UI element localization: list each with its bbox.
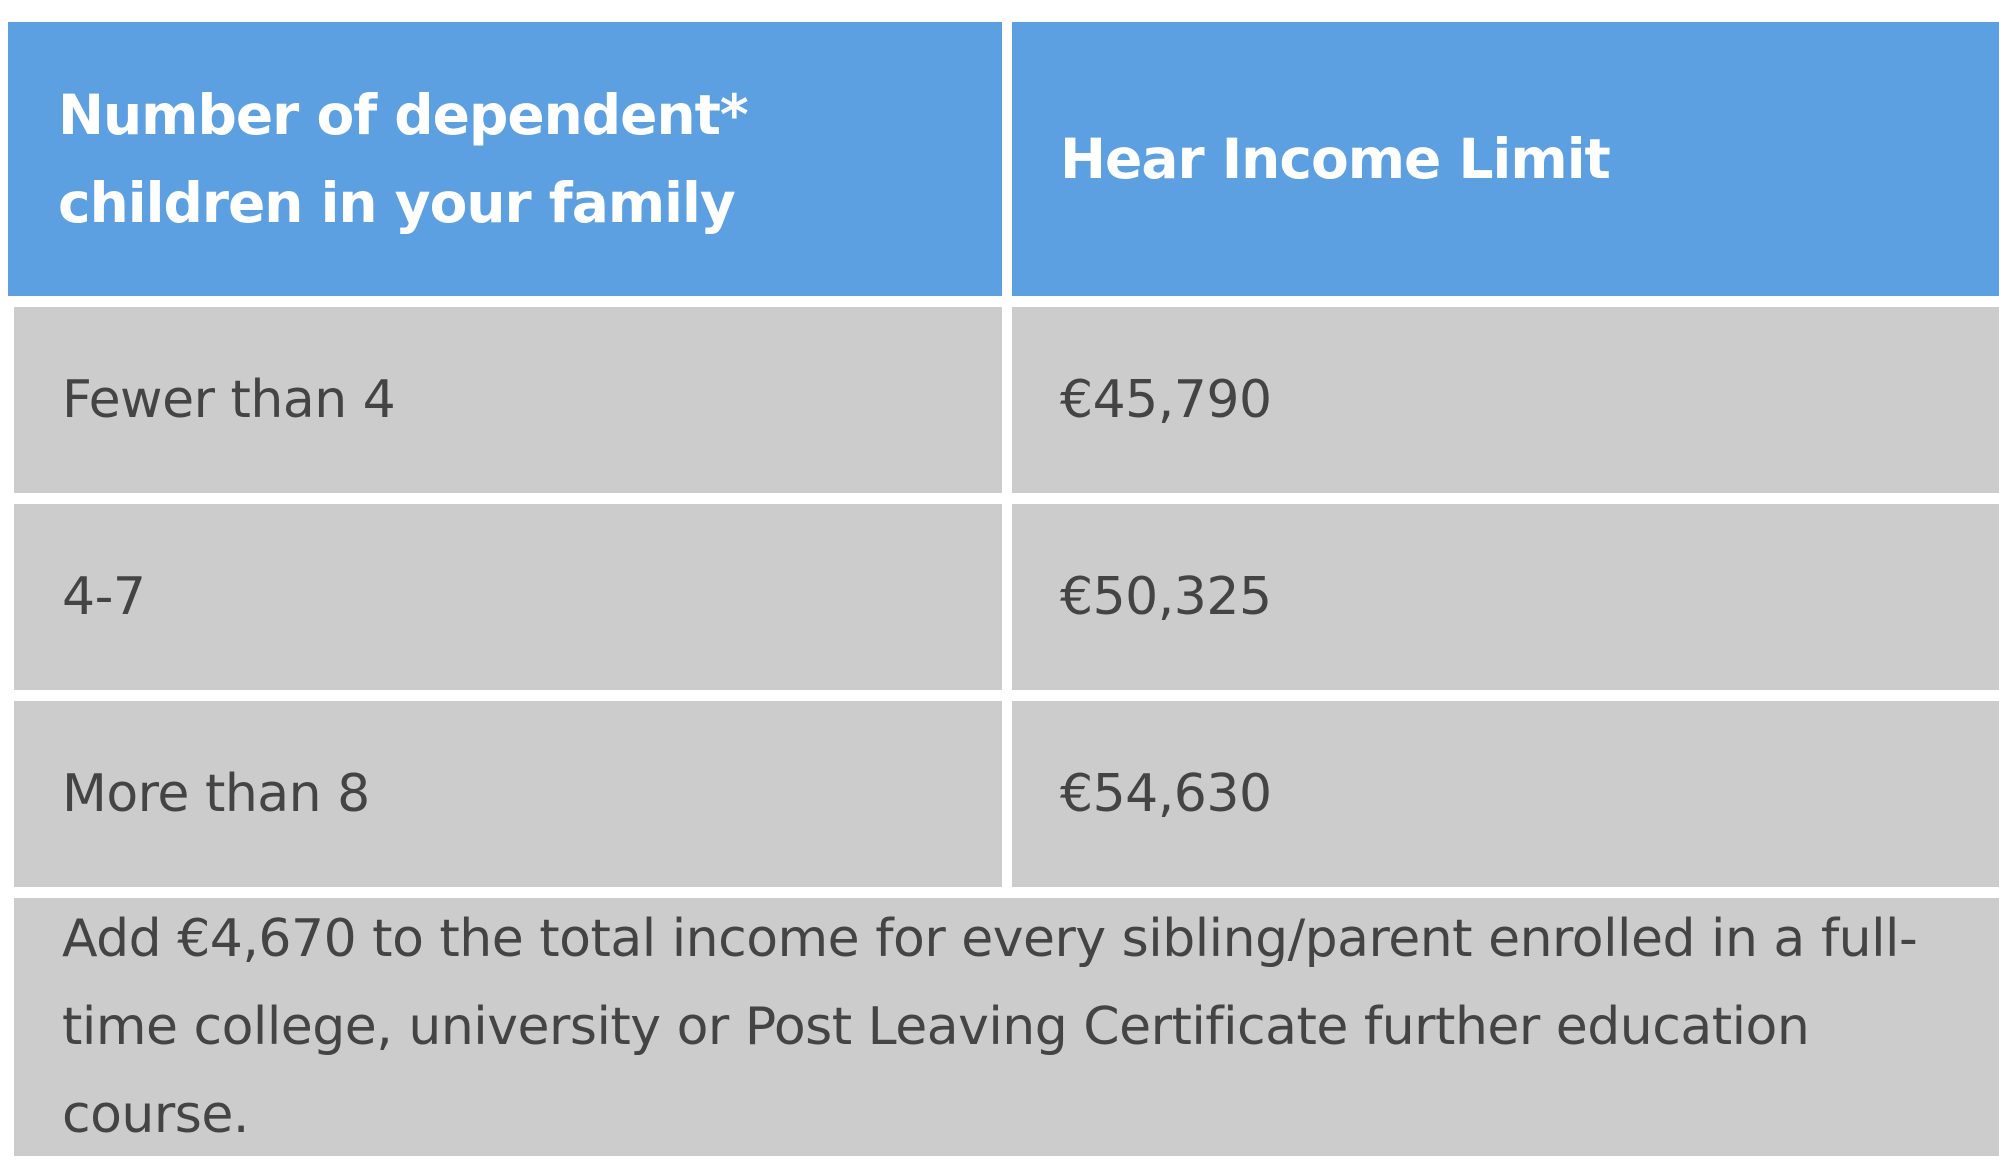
cell-text: Fewer than 4: [62, 370, 396, 430]
table-row-1-children: [14, 307, 1002, 493]
cell-text: 4-7: [62, 567, 146, 627]
footnote-text: Add €4,670 to the total income for every sibling/parent enrolled in a full-time college, university or Post Leaving Certificate further education course.: [62, 909, 1918, 1145]
cell-text: €54,630: [1060, 764, 1272, 824]
cell-text: €50,325: [1060, 567, 1272, 627]
header-cell-children: [8, 22, 1002, 296]
cell-text: €45,790: [1060, 370, 1272, 430]
table-row-3-children: [14, 701, 1002, 887]
cell-text: More than 8: [62, 764, 370, 824]
header-label-children: Number of dependent* children in your family: [58, 83, 748, 235]
header-cell-income-limit: [1012, 22, 1999, 296]
table-row-2-children: [14, 504, 1002, 690]
table-row-1-income: [1012, 307, 1999, 493]
table-row-3-income: [1012, 701, 1999, 887]
table-row-2-income: [1012, 504, 1999, 690]
header-label-income-limit: Hear Income Limit: [1060, 127, 1610, 191]
table-footnote: [14, 898, 1999, 1156]
